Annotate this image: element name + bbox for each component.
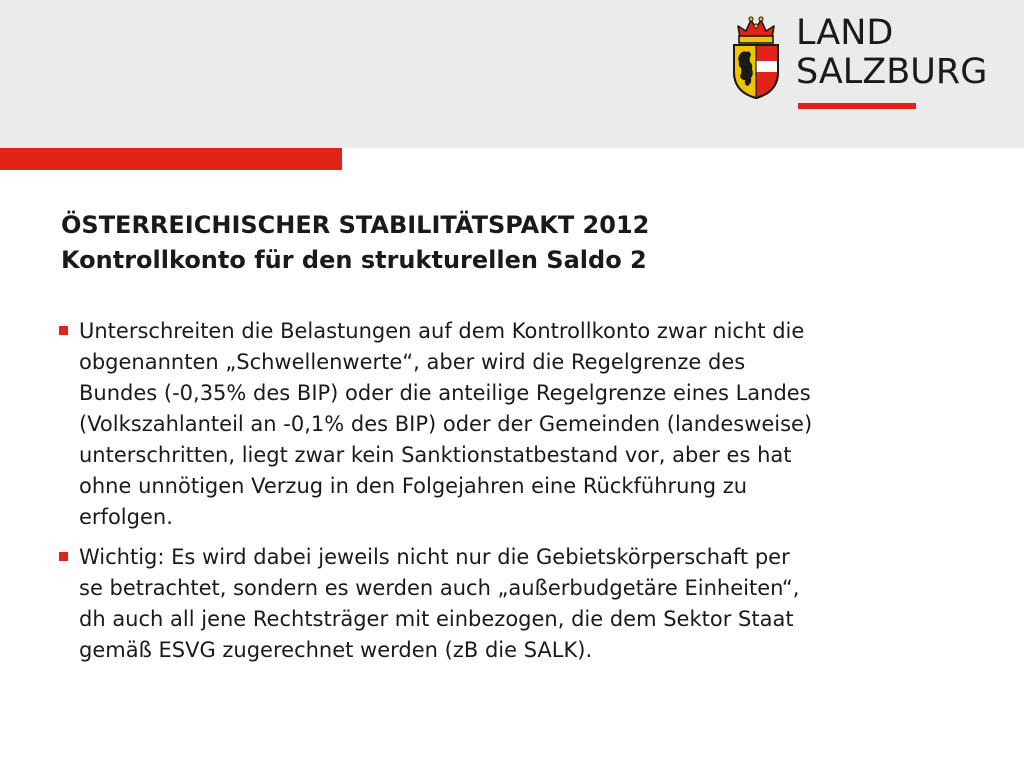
bullet-item <box>58 316 978 533</box>
bullet-line: Unterschreiten die Belastungen auf dem Kontrollkonto zwar nicht die <box>79 319 805 343</box>
bullet-line: se betrachtet, sondern es werden auch „außerbudgetäre Einheiten“, <box>79 576 800 600</box>
bullet-square-icon <box>59 552 68 561</box>
bullet-line: obgenannten „Schwellenwerte“, aber wird die Regelgrenze des <box>79 350 746 374</box>
bullet-line: erfolgen. <box>79 505 173 529</box>
bullet-item <box>58 542 978 666</box>
salzburg-coat-of-arms-icon <box>730 14 782 100</box>
bullet-line: Wichtig: Es wird dabei jeweils nicht nur die Gebietskörperschaft per <box>79 545 790 569</box>
logo-line-2: SALZBURG <box>796 52 988 92</box>
bullet-line: ohne unnötigen Verzug in den Folgejahren eine Rückführung zu <box>79 474 748 498</box>
bullet-line: gemäß ESVG zugerechnet werden (zB die SALK). <box>79 638 593 662</box>
bullet-square-icon <box>59 326 68 335</box>
slide-title-line-1: ÖSTERREICHISCHER STABILITÄTSPAKT 2012 <box>61 211 650 239</box>
slide-title <box>61 208 961 278</box>
land-salzburg-logo <box>730 14 1000 112</box>
bullet-line: unterschritten, liegt zwar kein Sanktionstatbestand vor, aber es hat <box>79 443 792 467</box>
slide-body <box>58 316 978 675</box>
logo-line-1: LAND <box>796 13 894 53</box>
bullet-line: Bundes (-0,35% des BIP) oder die anteilige Regelgrenze eines Landes <box>79 381 811 405</box>
logo-wordmark <box>796 14 987 92</box>
bullet-line: (Volkszahlanteil an -0,1% des BIP) oder der Gemeinden (landesweise) <box>79 412 813 436</box>
logo-underline <box>798 103 916 109</box>
bullet-line: dh auch all jene Rechtsträger mit einbezogen, die dem Sektor Staat <box>79 607 794 631</box>
slide-title-line-2: Kontrollkonto für den strukturellen Saldo 2 <box>61 246 647 274</box>
red-accent-bar <box>0 148 342 170</box>
